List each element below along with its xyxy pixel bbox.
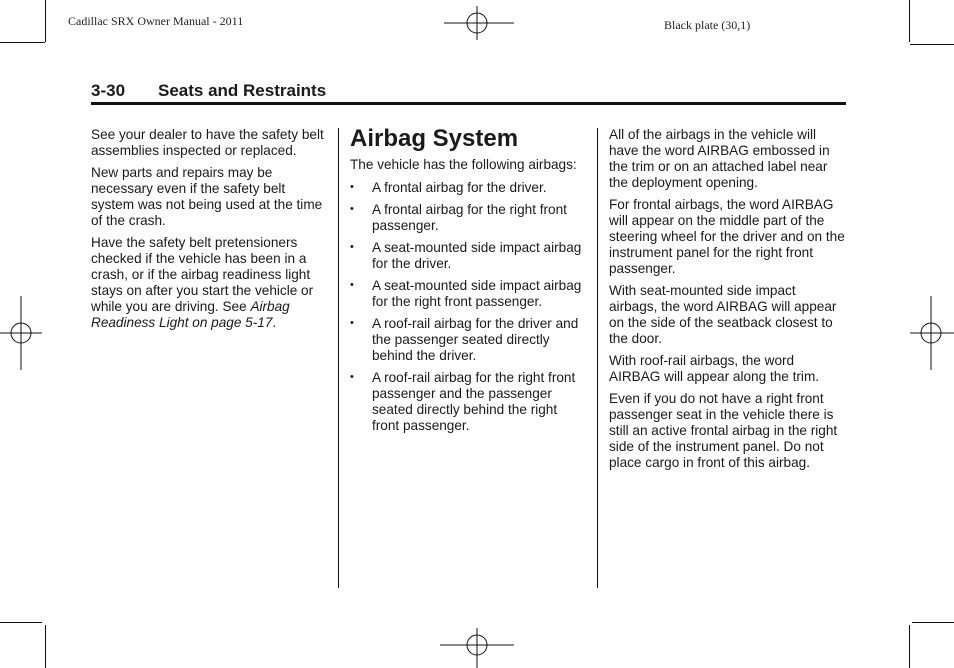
crop-mark-top-right-v (909, 0, 910, 42)
column-1 (91, 127, 331, 337)
bullet-icon: • (350, 203, 354, 215)
list-item (350, 370, 588, 434)
column-divider-1 (338, 128, 339, 588)
plate-label: Black plate (30,1) (664, 18, 751, 32)
crop-mark-top-left-h (0, 42, 45, 43)
cross-reference-link[interactable]: Airbag Readiness Light on page 5‑17 (91, 299, 290, 330)
list-item (350, 316, 588, 364)
crop-mark-bottom-left-h (0, 622, 42, 623)
paragraph: With seat-mounted side impact airbags, the word AIRBAG will appear on the side of the seatback closest to the door. (609, 283, 837, 346)
paragraph: New parts and repairs may be necessary even if the safety belt system was not being used at the time of the crash. (91, 165, 323, 228)
bullet-icon: • (350, 371, 354, 383)
paragraph: With roof-rail airbags, the word AIRBAG will appear along the trim. (609, 353, 820, 384)
crop-mark-top-right-h (910, 44, 954, 45)
registration-mark-right-icon (910, 296, 954, 370)
paragraph (91, 235, 331, 331)
list-item-text: A frontal airbag for the driver. (372, 180, 547, 195)
crop-mark-top-left-v (45, 0, 46, 42)
list-item (350, 180, 588, 196)
paragraph: See your dealer to have the safety belt assemblies inspected or replaced. (91, 127, 324, 158)
list-item (350, 202, 588, 234)
paragraph: All of the airbags in the vehicle will have the word AIRBAG embossed in the trim or on an attached label near the deployment opening. (609, 127, 830, 190)
list-item-text: A seat-mounted side impact airbag for the right front passenger. (372, 278, 582, 309)
bullet-icon: • (350, 181, 354, 193)
paragraph: Even if you do not have a right front passenger seat in the vehicle there is still an active frontal airbag in the right side of the instrument panel. Do not place cargo in front of this airbag. (609, 391, 838, 470)
paragraph: For frontal airbags, the word AIRBAG will appear on the middle part of the steering wheel for the driver and on the instrument panel for the right front passenger. (609, 197, 845, 276)
airbag-list (350, 180, 588, 434)
manual-title: Cadillac SRX Owner Manual - 2011 (68, 14, 244, 28)
list-item (350, 278, 588, 310)
column-2 (350, 125, 588, 440)
section-header (91, 80, 846, 105)
intro-paragraph: The vehicle has the following airbags: (350, 157, 577, 172)
paragraph-end: . (272, 315, 277, 330)
registration-mark-top-icon (444, 6, 514, 40)
column-divider-2 (597, 128, 598, 588)
paragraph-text: Have the safety belt pretensioners checked if the vehicle has been in a crash, or if the airbag readiness light stays on after you start the vehicle or while you are driving. See (91, 235, 314, 314)
bullet-icon: • (350, 279, 354, 291)
bullet-icon: • (350, 317, 354, 329)
list-item (350, 240, 588, 272)
crop-mark-bottom-right-h (912, 622, 954, 623)
bullet-icon: • (350, 241, 354, 253)
registration-mark-bottom-icon (440, 628, 514, 668)
heading-airbag-system: Airbag System (350, 125, 519, 152)
list-item-text: A frontal airbag for the right front passenger. (372, 202, 567, 233)
column-3 (609, 127, 846, 477)
list-item-text: A roof-rail airbag for the driver and the passenger seated directly behind the driver. (372, 316, 579, 363)
registration-mark-left-icon (0, 296, 42, 370)
section-title: Seats and Restraints (158, 81, 327, 100)
page-number: 3-30 (91, 81, 126, 100)
crop-mark-bottom-right-v (909, 625, 910, 668)
list-item-text: A seat-mounted side impact airbag for the driver. (372, 240, 582, 271)
crop-mark-bottom-left-v (45, 625, 46, 668)
list-item-text: A roof-rail airbag for the right front passenger and the passenger seated directly behind the right front passenger. (372, 370, 576, 433)
